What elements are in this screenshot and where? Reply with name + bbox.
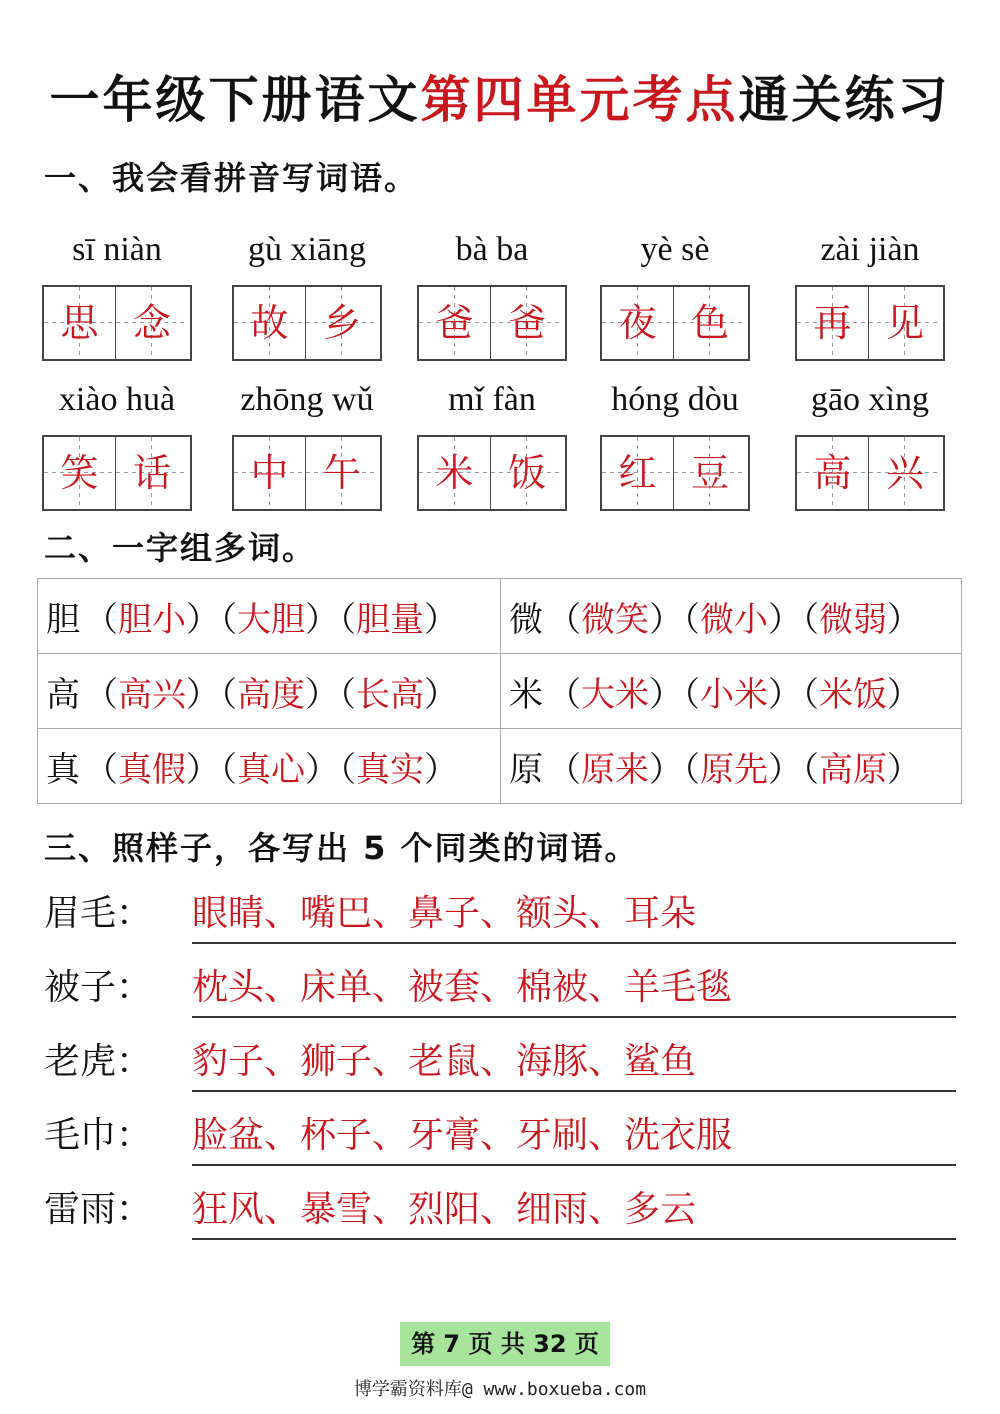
paren-open: （ xyxy=(683,749,700,790)
base-character: 高 xyxy=(46,674,80,715)
paren-close: ） xyxy=(424,599,458,640)
answer-line: 枕头、床单、被套、棉被、羊毛毯 xyxy=(192,960,956,1018)
word-group-cell xyxy=(38,579,501,654)
word-group-cell xyxy=(38,654,501,729)
example-word-label: 雷雨： xyxy=(44,1189,153,1230)
tianzige-box xyxy=(417,285,567,361)
paren-open: （ xyxy=(802,599,819,640)
paren-open: （ xyxy=(339,599,356,640)
answer-line-row xyxy=(44,1108,956,1168)
example-word-label: 被子： xyxy=(44,967,153,1008)
answer-word: 小米 xyxy=(700,674,768,715)
pinyin-text: zài jiàn xyxy=(820,231,920,268)
tianzige-cell xyxy=(602,437,674,509)
answer-line-row xyxy=(44,960,956,1020)
answer-character: 乡 xyxy=(322,301,361,345)
word-group-cell xyxy=(501,654,962,729)
paren-close: ） xyxy=(186,674,220,715)
answer-word: 真实 xyxy=(356,749,424,790)
pinyin-text: mǐ fàn xyxy=(448,381,536,418)
paren-close: ） xyxy=(186,749,220,790)
base-character: 原 xyxy=(509,749,543,790)
pinyin-text: xiào huà xyxy=(58,381,176,418)
answer-character: 思 xyxy=(60,301,99,345)
footer-watermark: 博学霸资料库@ www.boxueba.com xyxy=(353,1379,647,1400)
tianzige-box xyxy=(42,285,192,361)
pinyin-text: bà ba xyxy=(455,231,529,268)
tianzige-cell xyxy=(419,437,491,509)
answer-character: 兴 xyxy=(885,451,924,495)
pinyin-text: yè sè xyxy=(640,231,710,268)
answer-character: 豆 xyxy=(690,451,729,495)
tianzige-box xyxy=(42,435,192,511)
example-word-label: 眉毛： xyxy=(44,893,153,934)
pinyin-text: hóng dòu xyxy=(611,381,739,418)
paren-close: ） xyxy=(424,674,458,715)
base-character: 真 xyxy=(46,749,80,790)
paren-close: ） xyxy=(649,749,683,790)
paren-close: ） xyxy=(768,674,802,715)
answer-word: 微弱 xyxy=(819,599,887,640)
paren-open: （ xyxy=(547,674,581,715)
answer-character: 念 xyxy=(132,301,171,345)
title-suffix: 通关练习 xyxy=(738,71,951,129)
answer-character: 夜 xyxy=(618,301,657,345)
answer-character: 午 xyxy=(322,451,361,495)
answer-word: 高度 xyxy=(237,674,305,715)
answer-word: 大米 xyxy=(581,674,649,715)
page-indicator: 第 7 页 共 32 页 xyxy=(400,1322,610,1366)
pinyin-text: gāo xìng xyxy=(810,381,930,418)
paren-open: （ xyxy=(84,749,118,790)
tianzige-cell xyxy=(306,437,378,509)
table-row xyxy=(38,654,962,729)
tianzige-cell xyxy=(116,287,188,359)
pinyin-text: zhōng wǔ xyxy=(240,381,374,418)
base-character: 胆 xyxy=(46,599,80,640)
answer-word: 微小 xyxy=(700,599,768,640)
paren-open: （ xyxy=(84,599,118,640)
paren-open: （ xyxy=(339,674,356,715)
tianzige-cell xyxy=(44,437,116,509)
tianzige-cell xyxy=(234,437,306,509)
answer-word: 胆小 xyxy=(118,599,186,640)
tianzige-cell xyxy=(602,287,674,359)
word-group-cell xyxy=(501,729,962,804)
paren-open: （ xyxy=(220,749,237,790)
answer-character: 故 xyxy=(250,301,289,345)
paren-open: （ xyxy=(683,674,700,715)
answer-character: 爸 xyxy=(507,301,546,345)
paren-close: ） xyxy=(305,749,339,790)
page-title xyxy=(0,68,1000,132)
tianzige-cell xyxy=(869,287,941,359)
paren-close: ） xyxy=(305,599,339,640)
tianzige-box xyxy=(600,435,750,511)
answer-character: 红 xyxy=(618,451,657,495)
paren-close: ） xyxy=(649,674,683,715)
table-row xyxy=(38,579,962,654)
paren-open: （ xyxy=(84,674,118,715)
paren-close: ） xyxy=(768,749,802,790)
answer-character: 中 xyxy=(250,451,289,495)
answer-word: 原先 xyxy=(700,749,768,790)
tianzige-cell xyxy=(797,437,869,509)
tianzige-box xyxy=(232,285,382,361)
answer-word: 原来 xyxy=(581,749,649,790)
paren-open: （ xyxy=(802,674,819,715)
answer-line: 豹子、狮子、老鼠、海豚、鲨鱼 xyxy=(192,1034,956,1092)
answer-line-row xyxy=(44,1034,956,1094)
table-row xyxy=(38,729,962,804)
answer-line-row xyxy=(44,886,956,946)
tianzige-cell xyxy=(234,287,306,359)
answer-word: 高兴 xyxy=(118,674,186,715)
tianzige-cell xyxy=(869,437,941,509)
answer-character: 见 xyxy=(885,301,924,345)
answer-character: 笑 xyxy=(60,451,99,495)
answer-character: 爸 xyxy=(435,301,474,345)
paren-close: ） xyxy=(887,599,921,640)
base-character: 米 xyxy=(509,674,543,715)
answer-word: 大胆 xyxy=(237,599,305,640)
tianzige-box xyxy=(795,435,945,511)
paren-open: （ xyxy=(547,599,581,640)
paren-close: ） xyxy=(768,599,802,640)
answer-word: 长高 xyxy=(356,674,424,715)
answer-character: 话 xyxy=(132,451,171,495)
tianzige-cell xyxy=(116,437,188,509)
section3-heading: 三、照样子，各写出 5 个同类的词语。 xyxy=(44,829,639,867)
paren-open: （ xyxy=(683,599,700,640)
example-word-label: 毛巾： xyxy=(44,1115,153,1156)
answer-word: 米饭 xyxy=(819,674,887,715)
answer-character: 米 xyxy=(435,451,474,495)
answer-character: 色 xyxy=(690,301,729,345)
paren-close: ） xyxy=(887,674,921,715)
answer-line-row xyxy=(44,1182,956,1242)
tianzige-cell xyxy=(306,287,378,359)
tianzige-cell xyxy=(797,287,869,359)
answer-word: 真心 xyxy=(237,749,305,790)
tianzige-cell xyxy=(674,437,746,509)
answer-word: 胆量 xyxy=(356,599,424,640)
paren-open: （ xyxy=(802,749,819,790)
tianzige-box xyxy=(417,435,567,511)
tianzige-cell xyxy=(44,287,116,359)
paren-close: ） xyxy=(887,749,921,790)
paren-open: （ xyxy=(339,749,356,790)
paren-close: ） xyxy=(186,599,220,640)
section1-heading: 一、我会看拼音写词语。 xyxy=(44,159,419,197)
tianzige-box xyxy=(600,285,750,361)
word-group-cell xyxy=(501,579,962,654)
pinyin-text: sī niàn xyxy=(72,231,162,268)
title-prefix: 一年级下册语文 xyxy=(49,71,421,129)
answer-word: 微笑 xyxy=(581,599,649,640)
paren-open: （ xyxy=(547,749,581,790)
answer-character: 再 xyxy=(813,301,852,345)
pinyin-text: gù xiāng xyxy=(247,231,367,268)
word-group-cell xyxy=(38,729,501,804)
base-character: 微 xyxy=(509,599,543,640)
title-highlight: 第四单元考点 xyxy=(420,71,739,129)
word-group-table xyxy=(37,578,962,804)
answer-word: 真假 xyxy=(118,749,186,790)
answer-line: 狂风、暴雪、烈阳、细雨、多云 xyxy=(192,1182,956,1240)
answer-line: 脸盆、杯子、牙膏、牙刷、洗衣服 xyxy=(192,1108,956,1166)
tianzige-cell xyxy=(491,437,563,509)
answer-character: 饭 xyxy=(507,451,546,495)
paren-open: （ xyxy=(220,599,237,640)
paren-close: ） xyxy=(649,599,683,640)
paren-close: ） xyxy=(424,749,458,790)
paren-close: ） xyxy=(305,674,339,715)
answer-word: 高原 xyxy=(819,749,887,790)
paren-open: （ xyxy=(220,674,237,715)
answer-line: 眼睛、嘴巴、鼻子、额头、耳朵 xyxy=(192,886,956,944)
section2-heading: 二、一字组多词。 xyxy=(44,529,317,567)
tianzige-box xyxy=(795,285,945,361)
tianzige-cell xyxy=(491,287,563,359)
tianzige-cell xyxy=(674,287,746,359)
tianzige-cell xyxy=(419,287,491,359)
example-word-label: 老虎： xyxy=(44,1041,153,1082)
tianzige-box xyxy=(232,435,382,511)
answer-character: 高 xyxy=(813,451,852,495)
